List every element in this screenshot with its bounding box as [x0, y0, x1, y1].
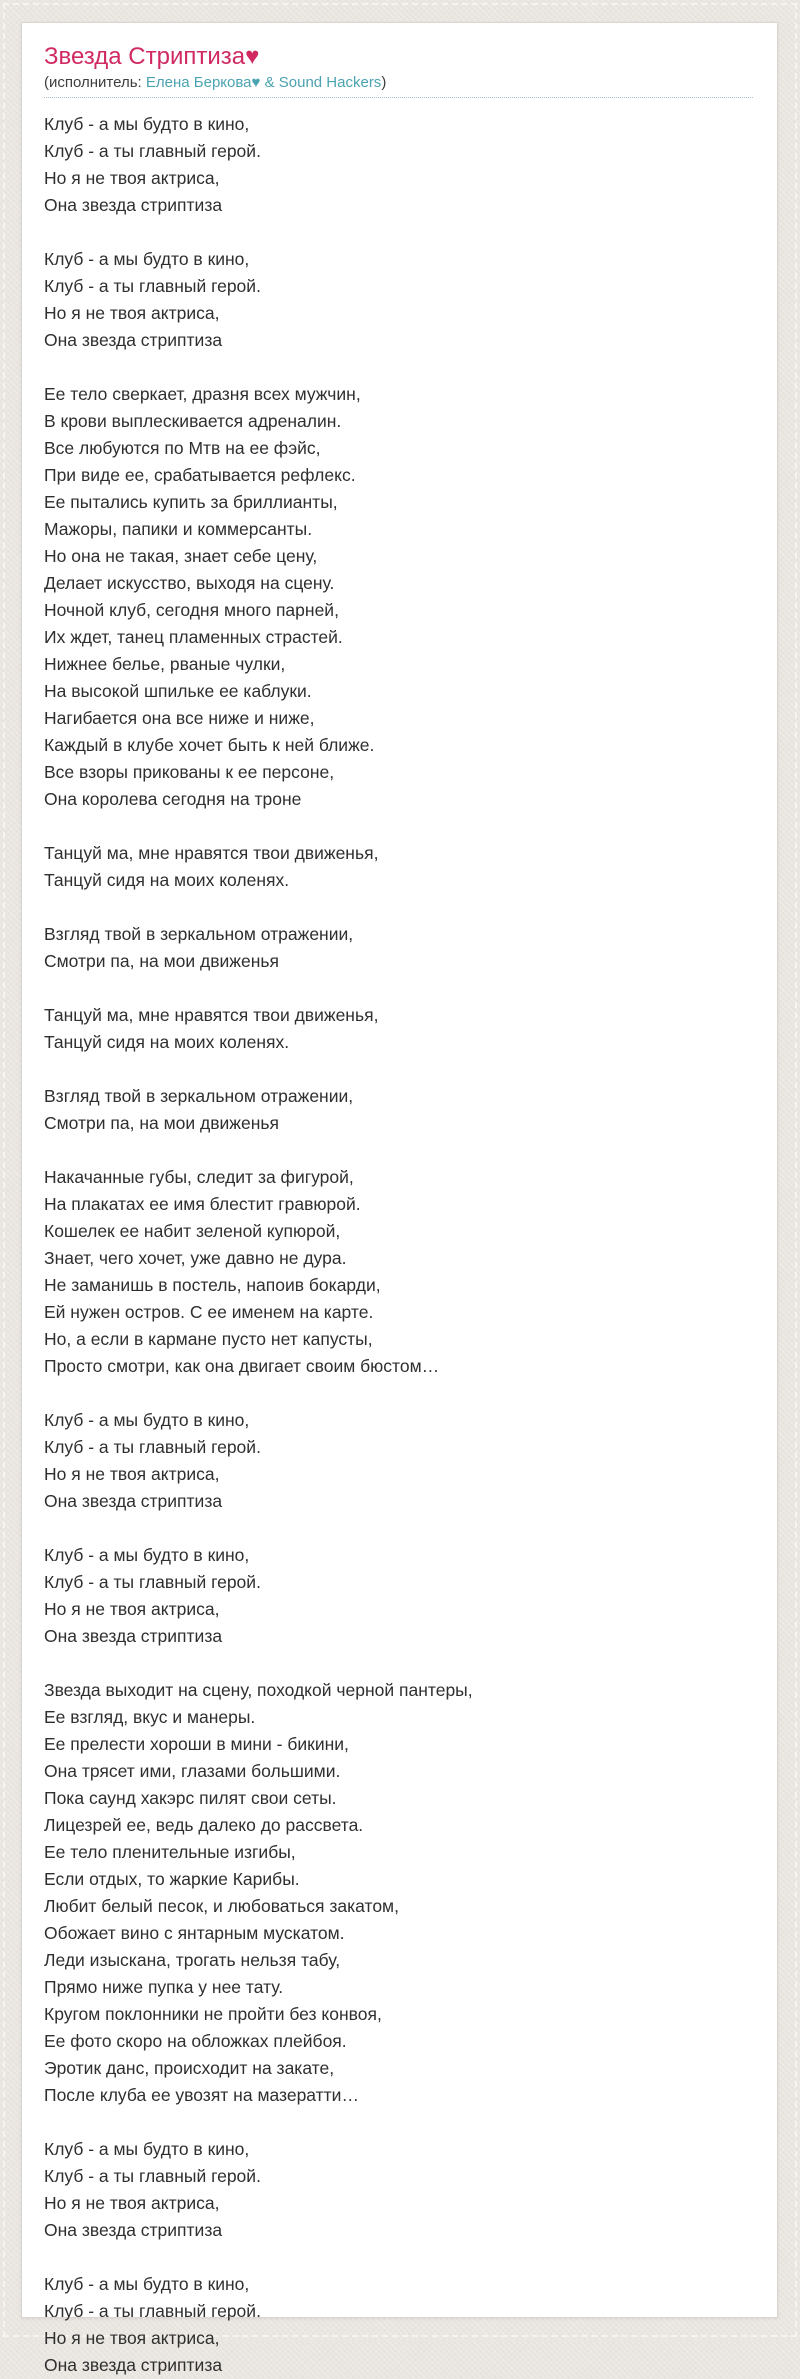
stanza: Звезда выходит на сцену, походкой черной пантеры, Ее взгляд, вкус и манеры. Ее прелести хороши в мини - бикини, Она трясет ими, глазами большими. Пока саунд хакэрс пилят свои сеты. Лицезрей ее, ведь далеко до рассвета. Ее тело пленительные изгибы, Если отдых, то жаркие Карибы. Любит белый песок, и любоваться закатом, Обожает вино с янтарным мускатом. Леди изыскана, трогать нельзя табу, Прямо ниже пупка у нее тату. Кругом поклонники не пройти без конвоя, Ее фото скоро на обложках плейбоя. Эротик данс, происходит на закате, После клуба ее увозят на мазератти… [44, 1680, 473, 2105]
stanza: Клуб - а мы будто в кино, Клуб - а ты главный герой. Но я не твоя актриса, Она звезда стриптиза [44, 114, 261, 215]
stanza: Клуб - а мы будто в кино, Клуб - а ты главный герой. Но я не твоя актриса, Она звезда стриптиза [44, 249, 261, 350]
stanza: Взгляд твой в зеркальном отражении, Смотри па, на мои движенья [44, 924, 354, 971]
stanza: Клуб - а мы будто в кино, Клуб - а ты главный герой. Но я не твоя актриса, Она звезда стриптиза [44, 1545, 261, 1646]
song-header [44, 43, 753, 98]
lyrics [44, 111, 753, 2379]
page-title: Звезда Стриптиза♥ [44, 43, 260, 70]
stanza: Танцуй ма, мне нравятся твои движенья, Танцуй сидя на моих коленях. [44, 1005, 379, 1052]
lyrics-card [21, 22, 778, 2375]
stanza: Взгляд твой в зеркальном отражении, Смотри па, на мои движенья [44, 1086, 354, 1133]
artist-line [44, 73, 753, 93]
stanza: Танцуй ма, мне нравятся твои движенья, Танцуй сидя на моих коленях. [44, 843, 379, 890]
stanza: Ее тело сверкает, дразня всех мужчин, В крови выплескивается адреналин. Все любуются по Мтв на ее фэйс, При виде ее, срабатывается рефлекс. Ее пытались купить за бриллианты, Мажоры, папики и коммерсанты. Но она не такая, знает себе цену, Делает искусство, выходя на сцену. Ночной клуб, сегодня много парней, Их ждет, танец пламенных страстей. Нижнее белье, рваные чулки, На высокой шпильке ее каблуки. Нагибается она все ниже и ниже, Каждый в клубе хочет быть к ней ближе. Все взоры прикованы к ее персоне, Она королева сегодня на троне [44, 384, 375, 809]
stanza: Клуб - а мы будто в кино, Клуб - а ты главный герой. Но я не твоя актриса, Она звезда стриптиза [44, 2274, 261, 2375]
stanza: Клуб - а мы будто в кино, Клуб - а ты главный герой. Но я не твоя актриса, Она звезда стриптиза [44, 2139, 261, 2240]
artist-line-close-paren: ) [381, 74, 387, 91]
stanza: Накачанные губы, следит за фигурой, На плакатах ее имя блестит гравюрой. Кошелек ее набит зеленой купюрой, Знает, чего хочет, уже давно не дура. Не заманишь в постель, напоив бокарди, Ей нужен остров. С ее именем на карте. Но, а если в кармане пусто нет капусты, Просто смотри, как она двигает своим бюстом… [44, 1167, 440, 1376]
artist-label: (исполнитель: [44, 74, 146, 91]
artist-link[interactable]: Елена Беркова♥ & Sound Hackers [145, 74, 382, 91]
stanza: Клуб - а мы будто в кино, Клуб - а ты главный герой. Но я не твоя актриса, Она звезда стриптиза [44, 1410, 261, 1511]
